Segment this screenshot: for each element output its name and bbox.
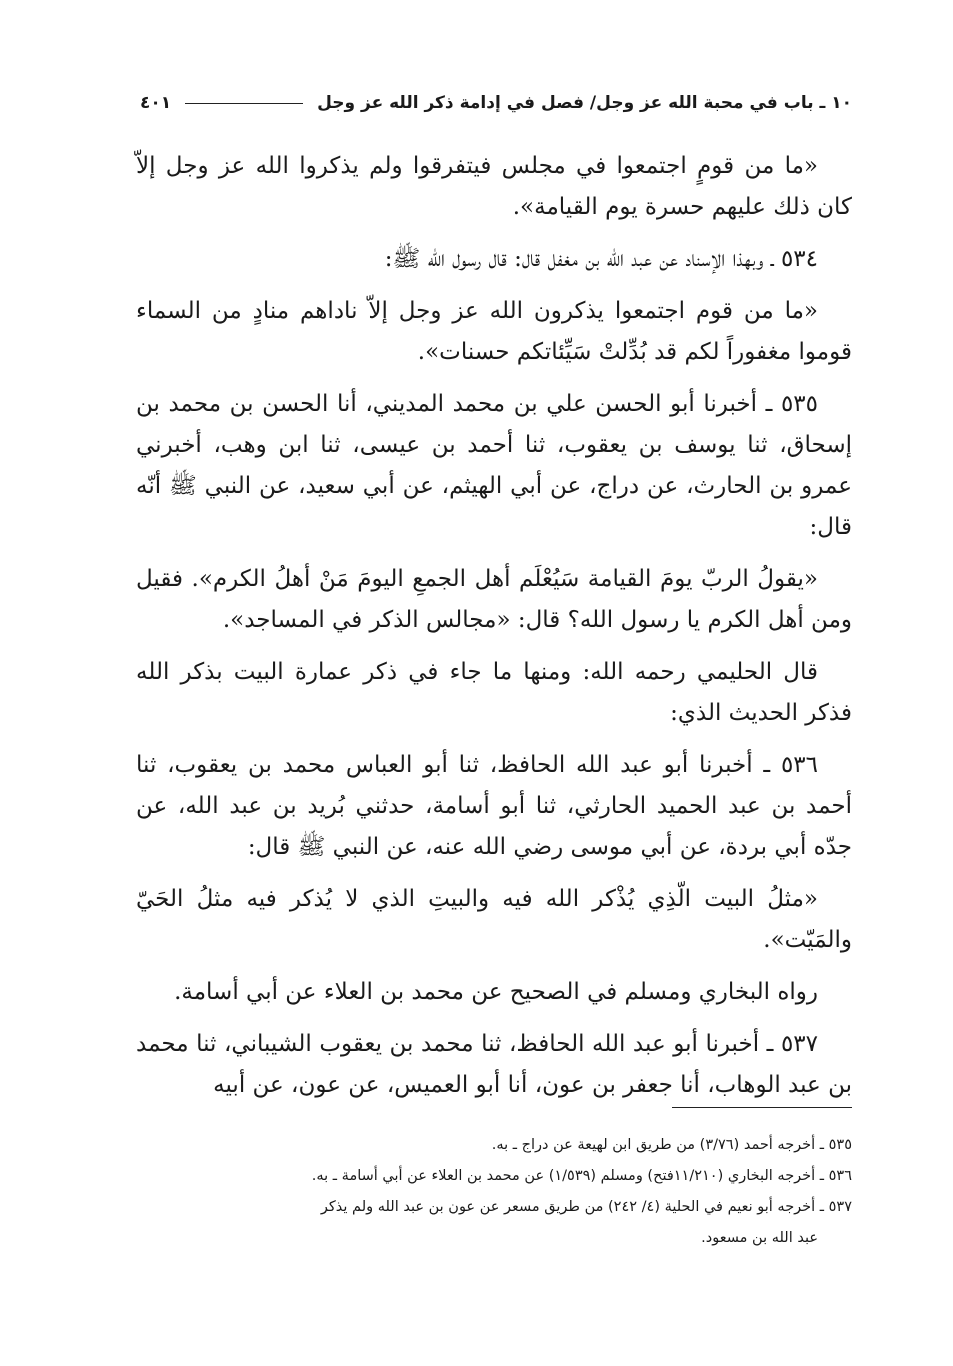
chapter-title: ١٠ ـ باب في محبة الله عز وجل/ فصل في إدامة ذكر الله عز وجل	[317, 93, 852, 113]
hadith-text: «ما من قومٍ اجتمعوا في مجلس فيتفرقوا ولم يذكروا الله عز وجل إلاّ كان ذلك عليهم حسرة يوم القيامة».	[136, 153, 852, 220]
footnote-537-continuation: عبد الله بن مسعود.	[701, 1230, 818, 1246]
hadith-536-chain: ٥٣٦ ـ أخبرنا أبو عبد الله الحافظ، ثنا أبو العباس محمد بن يعقوب، ثنا أحمد بن عبد الحميد الحارثي، ثنا أبو أسامة، حدثني بُريد بن عبد الله، عن جدّه أبي بردة، عن أبي موسى رضي الله عنه، عن النبي ﷺ قال:	[136, 752, 852, 860]
running-header	[140, 86, 852, 120]
page-number: ٤٠١	[140, 93, 172, 113]
hadith-534-chain: ٥٣٤ ـ وبهذا الإسناد عن عبد الله بن مغفل قال: قال رسول الله ﷺ:	[384, 246, 818, 272]
hadith-text: «مثلُ البيت الّذِي يُذْكر الله فيه والبيتِ الذي لا يُذكر فيه مثلُ الحَيّ والمَيّت».	[136, 886, 852, 953]
footnotes	[150, 1130, 852, 1254]
hadith-537-chain: ٥٣٧ ـ أخبرنا أبو عبد الله الحافظ، ثنا محمد بن يعقوب الشيباني، ثنا محمد بن عبد الوهاب، أنا جعفر بن عون، أنا أبو العميس، عن عون، عن أبيه	[136, 1031, 852, 1098]
footnote-separator	[672, 1107, 852, 1108]
footnote-536: ٥٣٦ ـ أخرجه البخاري (١١/٢١٠فتح) ومسلم (١/٥٣٩) عن محمد بن العلاء عن أبي أسامة ـ به.	[311, 1168, 852, 1184]
header-rule	[185, 103, 303, 104]
footnote-535: ٥٣٥ ـ أخرجه أحمد (٣/٧٦) من طريق ابن لهيعة عن دراج ـ به.	[491, 1137, 852, 1153]
main-text	[136, 146, 852, 1117]
attribution-paragraph: رواه البخاري ومسلم في الصحيح عن محمد بن العلاء عن أبي أسامة.	[174, 979, 818, 1005]
commentary-paragraph: قال الحليمي رحمه الله: ومنها ما جاء في ذكر عمارة البيت بذكر الله فذكر الحديث الذي:	[136, 659, 852, 726]
hadith-text: «يقولُ الربّ يومَ القيامة سَيُعْلَم أهل الجمعِ اليومَ مَنْ أهلُ الكرم». فقيل ومن أهل الكرم يا رسول الله؟ قال: «مجالس الذكر في المساجد».	[136, 566, 852, 633]
hadith-text: «ما من قوم اجتمعوا يذكرون الله عز وجل إلاّ ناداهم منادٍ من السماء قوموا مغفوراً لكم قد بُدِّلتْ سَيِّئاتكم حسنات».	[136, 298, 852, 365]
hadith-535-chain: ٥٣٥ ـ أخبرنا أبو الحسن علي بن محمد المديني، أنا الحسن بن محمد بن إسحاق، ثنا يوسف بن يعقوب، ثنا أحمد بن عيسى، ثنا ابن وهب، أخبرني عمرو بن الحارث، عن دراج، عن أبي الهيثم، عن أبي سعيد، عن النبي ﷺ أنّه قال:	[136, 391, 852, 540]
footnote-537: ٥٣٧ ـ أخرجه أبو نعيم في الحلية (٤/ ٢٤٢) من طريق مسعر عن عون بن عبد الله ولم يذكر	[320, 1199, 852, 1215]
